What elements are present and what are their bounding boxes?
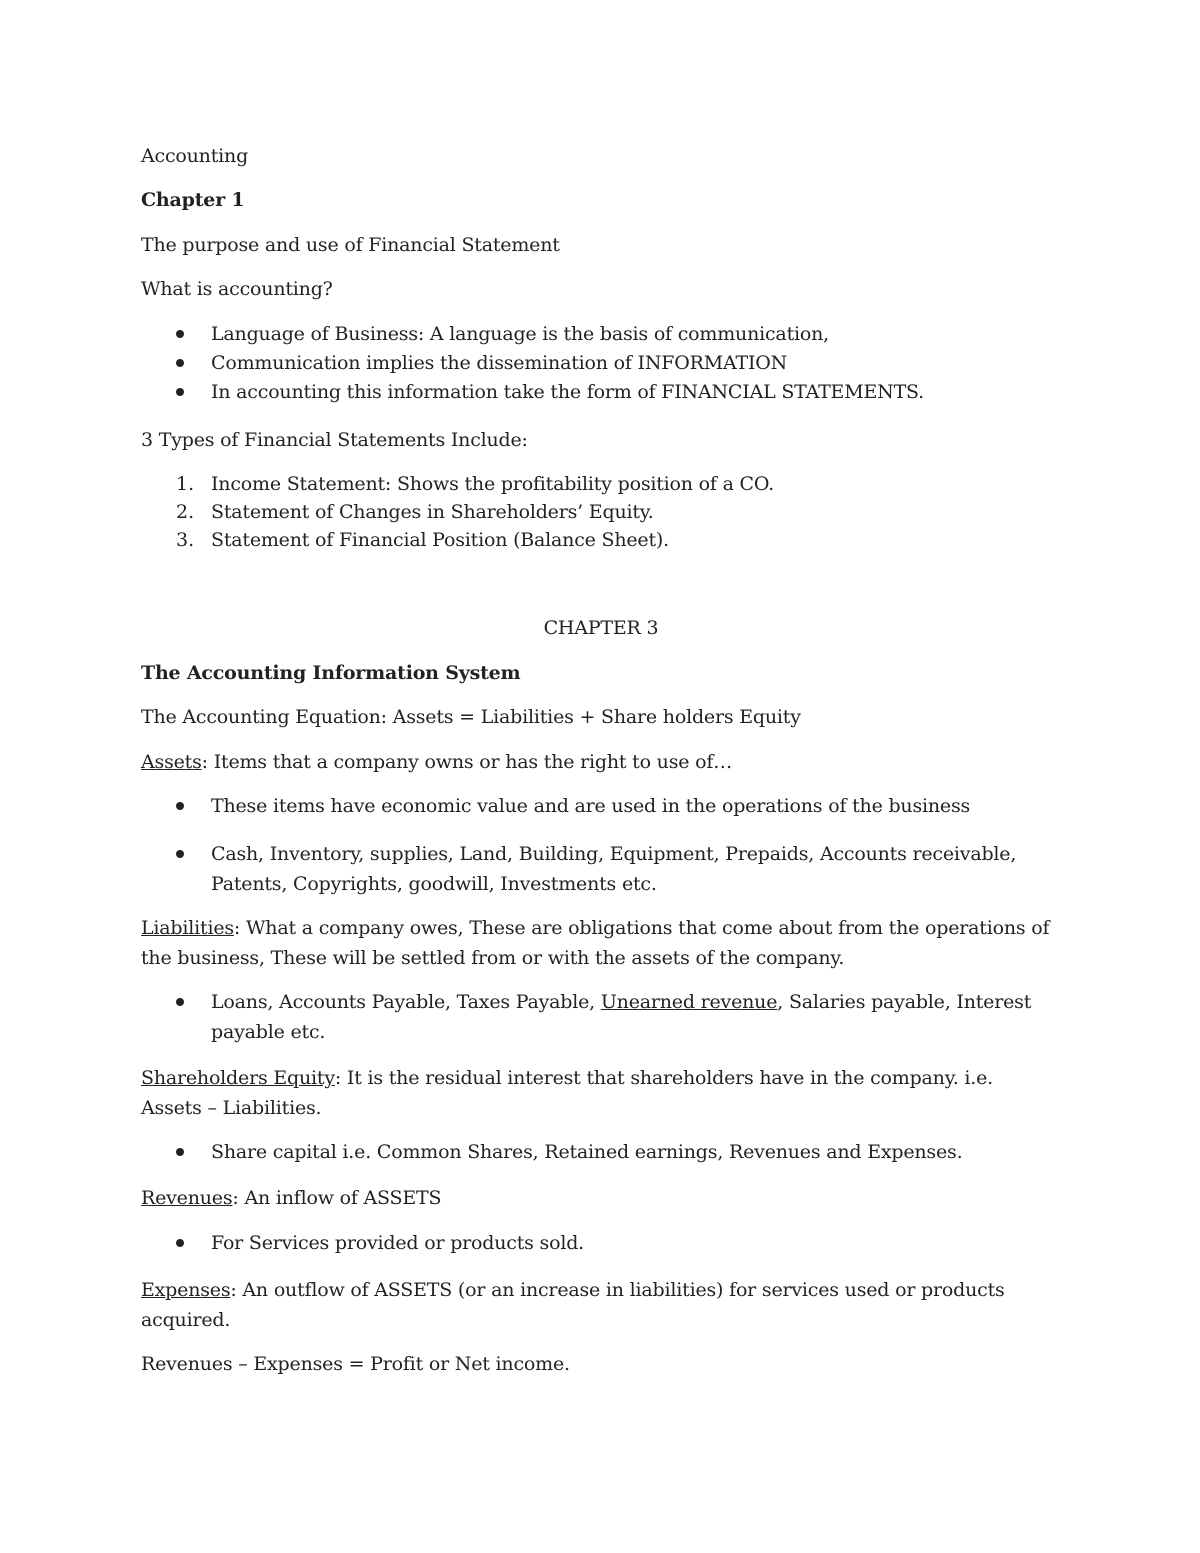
- revenues-definition: [141, 1183, 441, 1213]
- chapter-3-heading: CHAPTER 3: [543, 617, 659, 639]
- list-number: 3.: [176, 529, 195, 551]
- expenses-def: : An outflow of ASSETS (or an increase in liabilities) for services used or products acquired.: [141, 1279, 1005, 1331]
- bullet-dot: [176, 850, 184, 858]
- document-page: [141, 0, 1061, 1553]
- list-item: Cash, Inventory, supplies, Land, Building, Equipment, Prepaids, Accounts receivable, Patents, Copyrights, goodwill, Investments etc.: [211, 843, 1017, 895]
- assets-definition: [141, 747, 732, 777]
- equity-definition: [141, 1063, 1056, 1123]
- accounting-equation: The Accounting Equation: Assets = Liabilities + Share holders Equity: [141, 706, 801, 728]
- profit-equation: Revenues – Expenses = Profit or Net income.: [141, 1353, 570, 1375]
- bullet-dot: [176, 1148, 184, 1156]
- liabilities-bullet-post: , Salaries payable, Interest payable etc.: [211, 991, 1032, 1043]
- assets-term: Assets: [141, 751, 202, 773]
- list-item: Statement of Financial Position (Balance Sheet).: [211, 529, 669, 551]
- list-item: These items have economic value and are used in the operations of the business: [211, 795, 971, 817]
- expenses-definition: [141, 1275, 1056, 1335]
- list-item: [211, 987, 1051, 1047]
- bullet-dot: [176, 998, 184, 1006]
- bullet-dot: [176, 388, 184, 396]
- assets-def: : Items that a company owns or has the right to use of…: [201, 751, 733, 773]
- list-item: Statement of Changes in Shareholders’ Equity.: [211, 501, 654, 523]
- bullet-dot: [176, 330, 184, 338]
- equity-term: Shareholders Equity: [141, 1067, 335, 1089]
- bullet-dot: [176, 359, 184, 367]
- document-title: Accounting: [141, 145, 249, 167]
- list-item: In accounting this information take the form of FINANCIAL STATEMENTS.: [211, 381, 925, 403]
- equity-def: : It is the residual interest that shareholders have in the company. i.e. Assets – Liabilities.: [141, 1067, 993, 1119]
- expenses-term: Expenses: [141, 1279, 231, 1301]
- list-number: 1.: [176, 473, 195, 495]
- list-item: Share capital i.e. Common Shares, Retained earnings, Revenues and Expenses.: [211, 1141, 963, 1163]
- list-item: Communication implies the dissemination of INFORMATION: [211, 352, 788, 374]
- liabilities-bullet-pre: Loans, Accounts Payable, Taxes Payable,: [211, 991, 601, 1013]
- liabilities-term: Liabilities: [141, 917, 234, 939]
- unearned-revenue-term: Unearned revenue: [600, 991, 778, 1013]
- bullet-dot: [176, 802, 184, 810]
- list-item: Income Statement: Shows the profitability position of a CO.: [211, 473, 774, 495]
- types-intro: 3 Types of Financial Statements Include:: [141, 429, 528, 451]
- liabilities-definition: [141, 913, 1056, 973]
- revenues-def: : An inflow of ASSETS: [232, 1187, 442, 1209]
- bullet-dot: [176, 1239, 184, 1247]
- accounting-question: What is accounting?: [141, 278, 333, 300]
- chapter-3-subtitle: The Accounting Information System: [141, 662, 521, 684]
- liabilities-def: : What a company owes, These are obligations that come about from the operations of the business, These will be settled from or with the assets of the company.: [141, 917, 1050, 969]
- chapter-1-heading: Chapter 1: [141, 189, 245, 211]
- revenues-term: Revenues: [141, 1187, 233, 1209]
- list-item: Language of Business: A language is the basis of communication,: [211, 323, 829, 345]
- list-number: 2.: [176, 501, 195, 523]
- list-item: For Services provided or products sold.: [211, 1232, 585, 1254]
- chapter-1-subtitle: The purpose and use of Financial Statement: [141, 234, 560, 256]
